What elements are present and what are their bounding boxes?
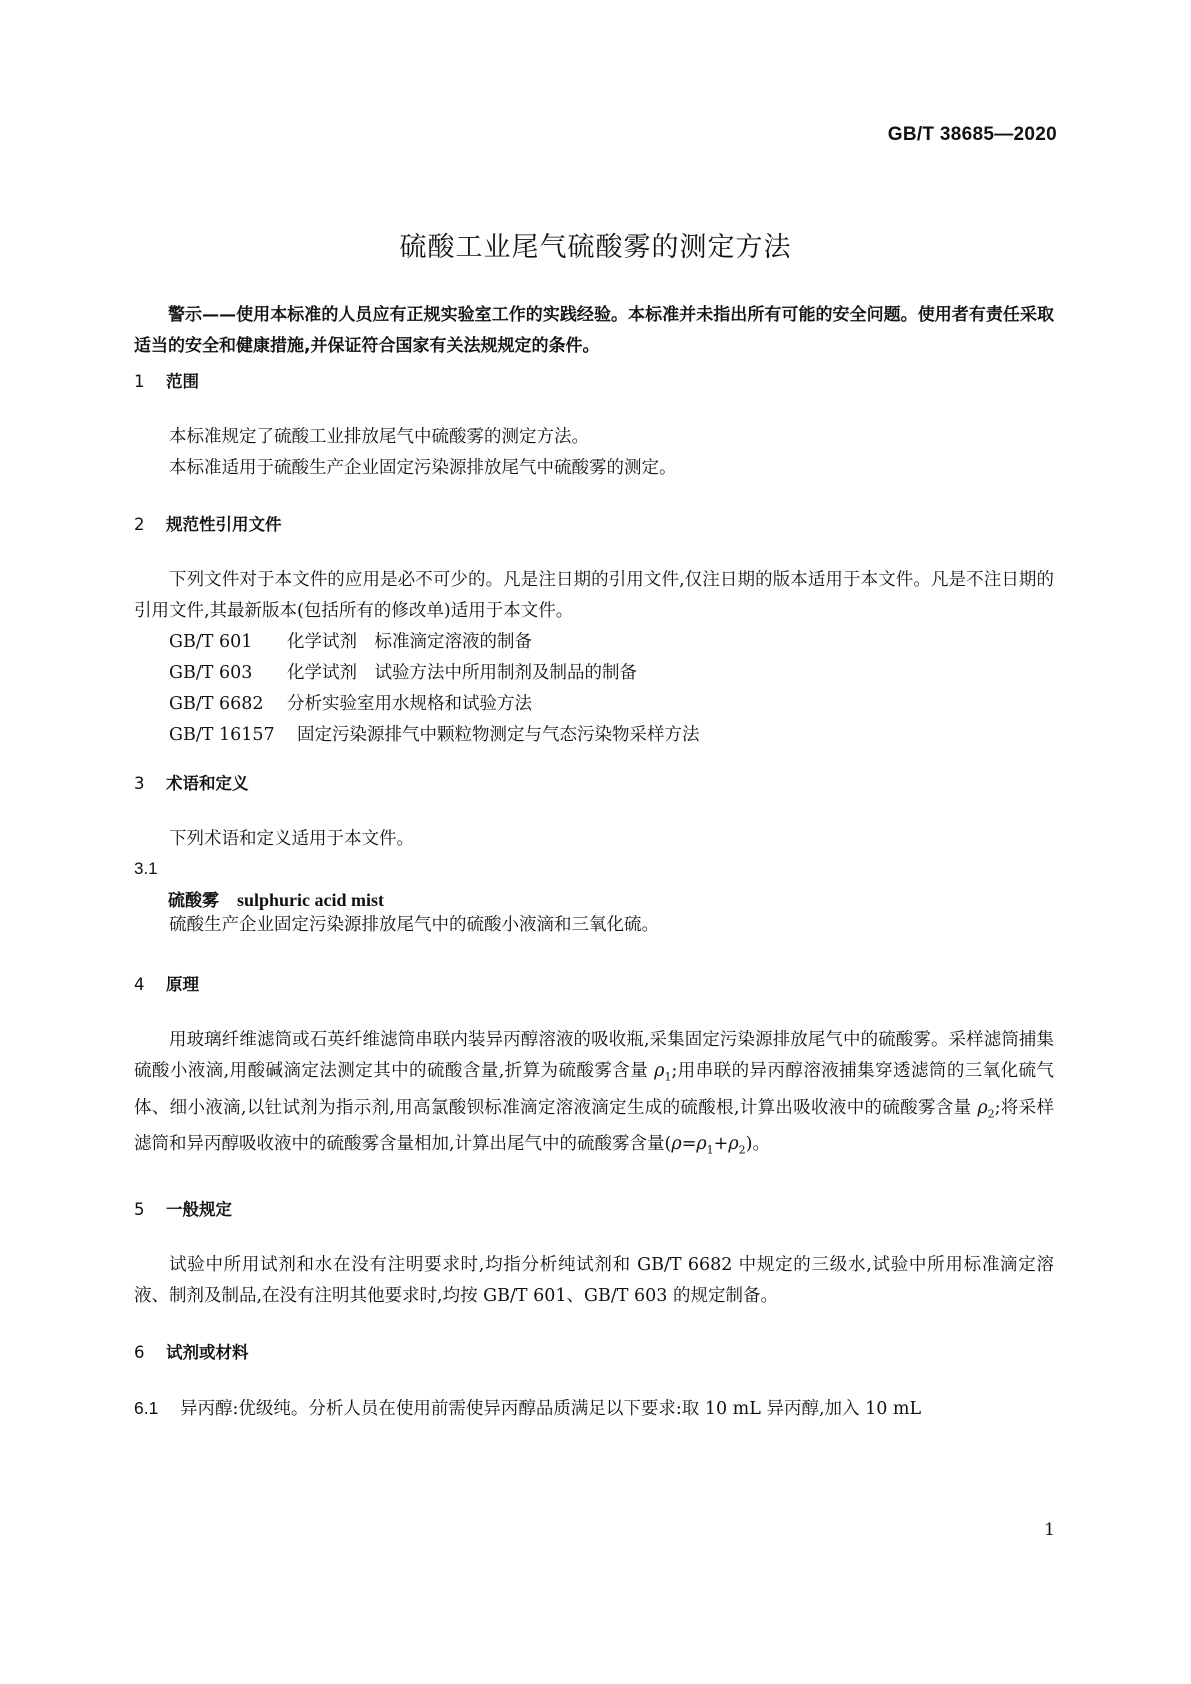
rho-symbol: ρ bbox=[654, 1061, 665, 1081]
equals-sign: = bbox=[681, 1134, 697, 1154]
reference-title: 分析实验室用水规格和试验方法 bbox=[287, 694, 532, 714]
general-provisions-paragraph: 试验中所用试剂和水在没有注明要求时,均指分析纯试剂和 GB/T 6682 中规定的三级水,试验中所用标准滴定溶液、制剂及制品,在没有注明其他要求时,均按 GB/T 601、GB/T 603 的规定制备。 bbox=[134, 1255, 1054, 1306]
section-number: 1 bbox=[134, 372, 145, 391]
section-number: 6 bbox=[134, 1343, 145, 1362]
reference-item bbox=[134, 658, 1054, 689]
scope-line-1: 本标准规定了硫酸工业排放尾气中硫酸雾的测定方法。 bbox=[169, 427, 589, 447]
rho-symbol: ρ bbox=[671, 1134, 682, 1154]
section-number: 2 bbox=[134, 515, 145, 534]
section-number: 4 bbox=[134, 975, 145, 994]
term-definition: 硫酸生产企业固定污染源排放尾气中的硫酸小液滴和三氧化硫。 bbox=[169, 915, 659, 935]
section-3-heading bbox=[134, 770, 249, 794]
standard-code: GB/T 38685—2020 bbox=[887, 124, 1057, 145]
section-4-body bbox=[134, 1025, 1054, 1166]
reference-title: 化学试剂 标准滴定溶液的制备 bbox=[287, 632, 532, 652]
principle-text-b: ;用串联的异丙醇溶液捕集穿透滤筒的三氧化硫气体、细小液滴,以钍试剂为指示剂,用高氯酸钡标准滴定溶液滴定生成的硫酸根,计算出吸收液中的硫酸雾含量 bbox=[134, 1061, 1054, 1118]
section-2-heading bbox=[134, 511, 282, 535]
section-title: 一般规定 bbox=[166, 1200, 232, 1219]
section-6-body bbox=[134, 1393, 1054, 1425]
reference-code: GB/T 603 bbox=[169, 663, 253, 683]
section-title: 规范性引用文件 bbox=[166, 515, 282, 534]
reference-code: GB/T 601 bbox=[169, 632, 253, 652]
principle-text-d: )。 bbox=[745, 1134, 770, 1154]
rho-symbol: ρ bbox=[728, 1134, 739, 1154]
section-6-heading bbox=[134, 1339, 249, 1363]
reference-item bbox=[134, 627, 1054, 658]
principle-text-a: 用玻璃纤维滤筒或石英纤维滤筒串联内装异丙醇溶液的吸收瓶,采集固定污染源排放尾气中的硫酸雾。采样滤筒捕集硫酸小液滴,用酸碱滴定法测定其中的硫酸含量,折算为硫酸雾含量 bbox=[134, 1030, 1054, 1081]
reference-item bbox=[134, 689, 1054, 720]
section-title: 范围 bbox=[166, 372, 199, 391]
section-5-heading bbox=[134, 1196, 232, 1220]
term-entry bbox=[134, 886, 384, 911]
term-definition-block bbox=[134, 910, 1054, 941]
term-chinese: 硫酸雾 bbox=[168, 891, 219, 911]
clause-6-1 bbox=[134, 1393, 1054, 1425]
clause-text: 异丙醇:优级纯。分析人员在使用前需使异丙醇品质满足以下要求:取 10 mL 异丙醇,加入 10 mL bbox=[180, 1399, 922, 1419]
rho-symbol: ρ bbox=[977, 1097, 988, 1118]
section-number: 5 bbox=[134, 1200, 145, 1219]
reference-title: 化学试剂 试验方法中所用制剂及制品的制备 bbox=[287, 663, 637, 683]
principle-paragraph bbox=[134, 1025, 1054, 1166]
section-1-heading bbox=[134, 368, 199, 392]
term-number: 3.1 bbox=[134, 859, 158, 878]
section-title: 术语和定义 bbox=[166, 774, 249, 793]
plus-sign: + bbox=[713, 1134, 729, 1154]
section-3-intro bbox=[134, 824, 1054, 855]
subscript-1: 1 bbox=[664, 1070, 672, 1084]
term-english: sulphuric acid mist bbox=[237, 890, 385, 910]
principle-text-c: ;将采样滤筒和异丙醇吸收液中的硫酸雾含量相加,计算出尾气中的硫酸雾含量( bbox=[134, 1097, 1055, 1154]
section-1-body bbox=[134, 422, 1054, 484]
reference-item bbox=[134, 720, 1054, 751]
rho-symbol: ρ bbox=[696, 1134, 707, 1154]
reference-title: 固定污染源排气中颗粒物测定与气态污染物采样方法 bbox=[297, 725, 700, 745]
page-number: 1 bbox=[1044, 1520, 1055, 1540]
section-2-body bbox=[134, 565, 1054, 751]
reference-code: GB/T 16157 bbox=[169, 725, 275, 745]
subscript-2: 2 bbox=[738, 1143, 746, 1157]
section-title: 原理 bbox=[166, 975, 199, 994]
scope-line-2: 本标准适用于硫酸生产企业固定污染源排放尾气中硫酸雾的测定。 bbox=[169, 458, 677, 478]
terms-intro: 下列术语和定义适用于本文件。 bbox=[169, 829, 414, 849]
section-5-body bbox=[134, 1250, 1054, 1312]
clause-number: 6.1 bbox=[134, 1398, 159, 1418]
section-number: 3 bbox=[134, 774, 145, 793]
section-title: 试剂或材料 bbox=[166, 1343, 249, 1362]
reference-code: GB/T 6682 bbox=[169, 694, 264, 714]
section-4-heading bbox=[134, 971, 199, 995]
document-title: 硫酸工业尾气硫酸雾的测定方法 bbox=[399, 232, 792, 263]
subscript-1: 1 bbox=[706, 1143, 714, 1157]
safety-warning: 警示——使用本标准的人员应有正规实验室工作的实践经验。本标准并未指出所有可能的安全问题。使用者有责任采取适当的安全和健康措施,并保证符合国家有关法规规定的条件。 bbox=[134, 305, 1054, 356]
subscript-2: 2 bbox=[987, 1107, 995, 1120]
normative-references-intro: 下列文件对于本文件的应用是必不可少的。凡是注日期的引用文件,仅注日期的版本适用于本文件。凡是不注日期的引用文件,其最新版本(包括所有的修改单)适用于本文件。 bbox=[134, 570, 1054, 621]
